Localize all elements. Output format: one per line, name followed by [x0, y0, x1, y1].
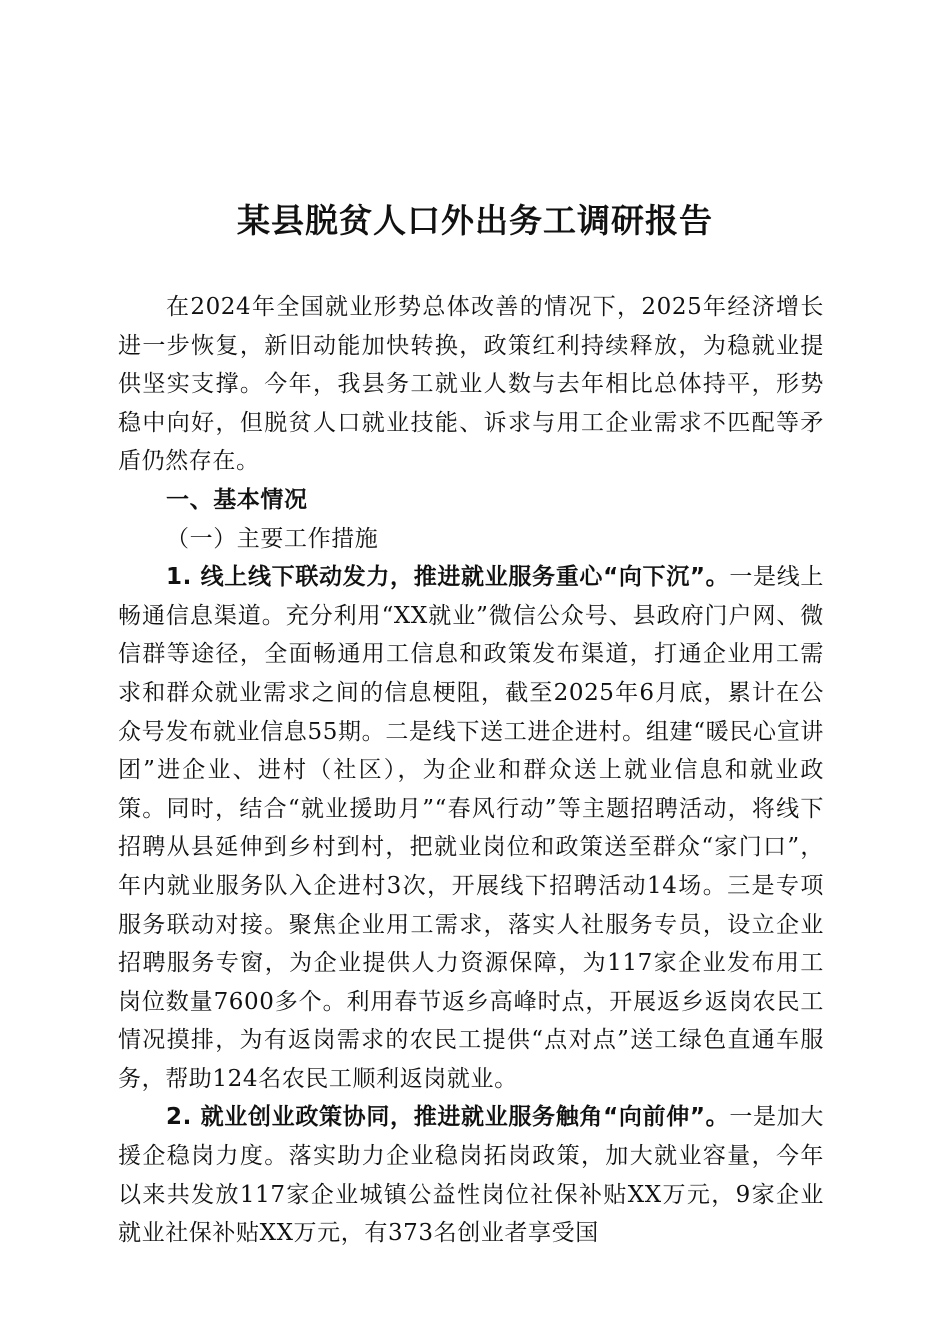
section-heading: 一、基本情况 — [166, 486, 308, 513]
intro-paragraph: 在2024年全国就业形势总体改善的情况下，2025年经济增长进一步恢复，新旧动能加快转换，政策红利持续释放，为稳就业提供坚实支撑。今年，我县务工就业人数与去年相比总体持平，形势稳中向好，但脱贫人口就业技能、诉求与用工企业需求不匹配等矛盾仍然存在。 — [118, 294, 824, 475]
subsection-heading: （一）主要工作措施 — [166, 525, 379, 552]
item-1-body: 一是线上畅通信息渠道。充分利用“XX就业”微信公众号、县政府门户网、微信群等途径，全面畅通用工信息和政策发布渠道，打通企业用工需求和群众就业需求之间的信息梗阻，截至2025年6月底，累计在公众号发布就业信息55期。二是线下送工进企进村。组建“暖民心宣讲团”进企业、进村（社区），为企业和群众送上就业信息和就业政策。同时，结合“就业援助月”“春风行动”等主题招聘活动，将线下招聘从县延伸到乡村到村，把就业岗位和政策送至群众“家门口”，年内就业服务队入企进村3次，开展线下招聘活动14场。三是专项服务联动对接。聚焦企业用工需求，落实人社服务专员，设立企业招聘服务专窗，为企业提供人力资源保障，为117家企业发布用工岗位数量7600多个。利用春节返乡高峰时点，开展返乡返岗农民工情况摸排，为有返岗需求的农民工提供“点对点”送工绿色直通车服务，帮助124名农民工顺利返岗就业。 — [118, 564, 824, 1092]
item-2-paragraph — [118, 1098, 824, 1252]
item-1-paragraph — [118, 558, 824, 1098]
item-1-lead: 1. 线上线下联动发力，推进就业服务重心“向下沉”。 — [166, 564, 730, 591]
document-body — [118, 288, 824, 1253]
document-title: 某县脱贫人口外出务工调研报告 — [237, 201, 713, 240]
item-2-body: 一是加大援企稳岗力度。落实助力企业稳岗拓岗政策，加大就业容量，今年以来共发放117家企业城镇公益性岗位社保补贴XX万元，9家企业就业社保补贴XX万元，有373名创业者享受国 — [118, 1104, 824, 1247]
item-2-lead: 2. 就业创业政策协同，推进就业服务触角“向前伸”。 — [166, 1104, 730, 1131]
